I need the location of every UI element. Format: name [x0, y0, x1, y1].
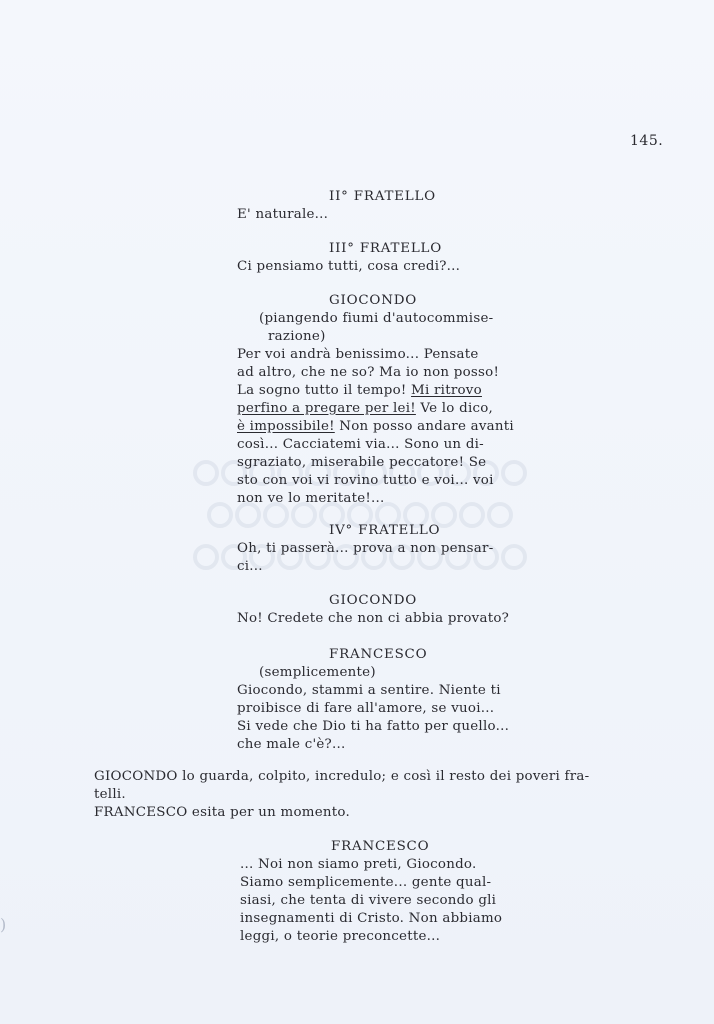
speaker-name: FRANCESCO: [331, 839, 430, 854]
speaker-name: FRANCESCO: [329, 647, 428, 662]
speaker-name: IV° FRATELLO: [329, 523, 441, 538]
page-number: 145.: [630, 133, 664, 149]
dialogue-line: [237, 382, 482, 399]
dialogue-line: No! Credete che non ci abbia provato?: [237, 611, 510, 626]
stage-direction: GIOCONDO lo guarda, colpito, incredulo; e così il resto dei poveri fra-: [94, 769, 590, 784]
speaker-name: GIOCONDO: [329, 593, 418, 608]
dialogue-line: sto con voi vi rovino tutto e voi... voi: [237, 473, 494, 488]
dialogue-text: Ve lo dico,: [420, 401, 494, 416]
dialogue-line: siasi, che tenta di vivere secondo gli: [240, 893, 497, 908]
dialogue-line: che male c'è?...: [237, 737, 346, 752]
dialogue-line: non ve lo meritate!...: [237, 491, 385, 506]
page-edge-mark: ): [0, 915, 7, 934]
dialogue-line: sgraziato, miserabile peccatore! Se: [237, 455, 487, 470]
underlined-text: è impossibile!: [237, 419, 335, 434]
dialogue-line: Per voi andrà benissimo... Pensate: [237, 347, 479, 362]
stage-direction: razione): [268, 329, 326, 344]
stage-direction: telli.: [94, 787, 126, 802]
dialogue-line: [237, 418, 514, 435]
dialogue-line: E' naturale...: [237, 207, 329, 222]
dialogue-line: [237, 400, 493, 417]
dialogue-line: Ci pensiamo tutti, cosa credi?...: [237, 259, 461, 274]
dialogue-line: insegnamenti di Cristo. Non abbiamo: [240, 911, 503, 926]
dialogue-line: ad altro, che ne so? Ma io non posso!: [237, 365, 500, 380]
underlined-text: perfino a pregare per lei!: [237, 401, 416, 416]
dialogue-line: proibisce di fare all'amore, se vuoi...: [237, 701, 495, 716]
dialogue-line: ... Noi non siamo preti, Giocondo.: [240, 857, 477, 872]
speaker-name: III° FRATELLO: [329, 241, 442, 256]
dialogue-line: Oh, ti passerà... prova a non pensar-: [237, 541, 494, 556]
dialogue-line: Si vede che Dio ti ha fatto per quello...: [237, 719, 510, 734]
underlined-text: Mi ritrovo: [411, 383, 482, 398]
dialogue-line: Giocondo, stammi a sentire. Niente ti: [237, 683, 501, 698]
dialogue-line: ci...: [237, 559, 263, 574]
stage-direction: FRANCESCO esita per un momento.: [94, 805, 351, 820]
stage-direction: (semplicemente): [259, 665, 376, 680]
speaker-name: GIOCONDO: [329, 293, 418, 308]
stage-direction: (piangendo fiumi d'autocommise-: [259, 311, 494, 326]
dialogue-text: La sogno tutto il tempo!: [237, 383, 407, 398]
dialogue-line: così... Cacciatemi via... Sono un di-: [237, 437, 484, 452]
dialogue-line: leggi, o teorie preconcette...: [240, 929, 441, 944]
dialogue-text: Non posso andare avanti: [339, 419, 514, 434]
speaker-name: II° FRATELLO: [329, 189, 436, 204]
dialogue-line: Siamo semplicemente... gente qual-: [240, 875, 492, 890]
